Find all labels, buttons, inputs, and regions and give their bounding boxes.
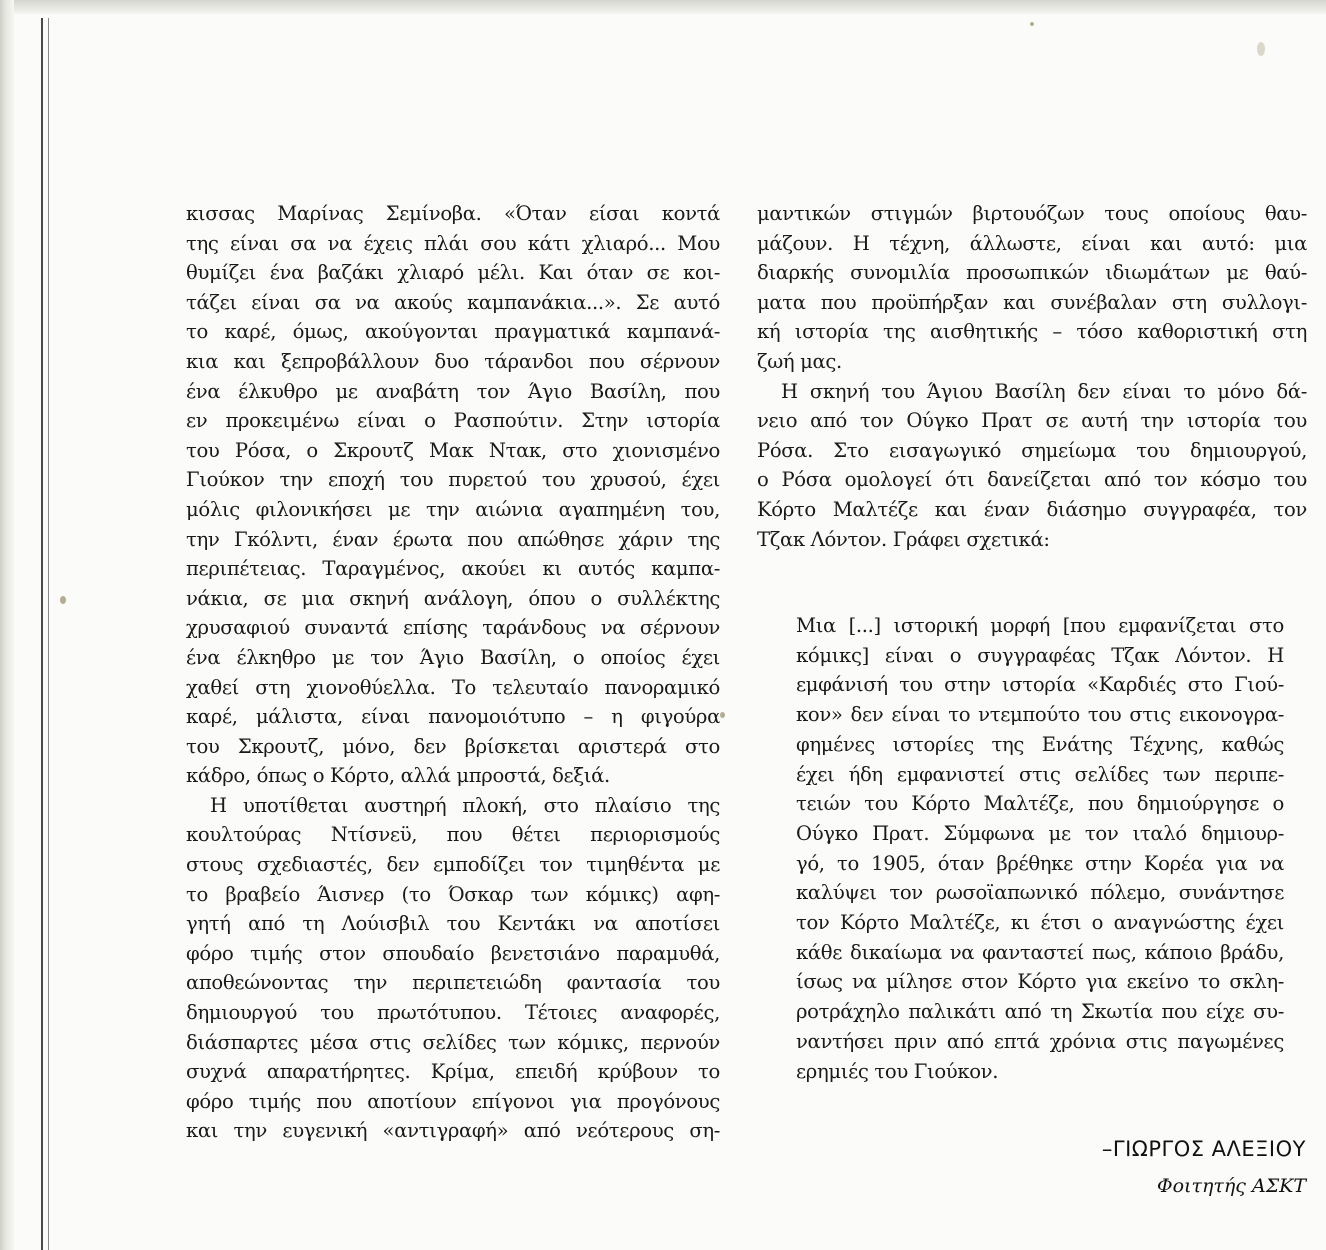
text-line: χαθεί στη χιονοθύελλα. Το τελευταίο πανοραμικό — [186, 675, 720, 699]
text-line: φόρο τιμής στον σπουδαίο βενετσιάνο παραμυθά, — [186, 941, 720, 965]
text-line: Η υποτίθεται αυστηρή πλοκή, στο πλαίσιο της — [210, 793, 720, 817]
text-line: το βραβείο Άισνερ (το Όσκαρ των κόμικς) αφη- — [186, 882, 720, 906]
text-line: της είναι σα να έχεις πλάι σου κάτι χλιαρό... Μου — [186, 231, 720, 255]
text-line: κια και ξεπροβάλλουν δυο τάρανδοι που σέρνουν — [186, 349, 720, 373]
text-line: δημιουργού του πρωτότυπου. Τέτοιες αναφορές, — [186, 1001, 720, 1025]
text-line: διαρκής συνομιλία προσωπικών ιδιωμάτων με θαύ- — [757, 261, 1307, 285]
text-line: θυμίζει ένα βαζάκι χλιαρό μέλι. Και όταν σε κοι- — [186, 261, 720, 285]
text-line: την Γκόλντι, έναν έρωτα που απώθησε χάριν της — [186, 527, 720, 551]
text-line: ματα που προϋπήρξαν και συνέβαλαν στη συλλογι- — [757, 290, 1307, 314]
text-line: χρυσαφιού συναντά επίσης ταράνδους να σέρνουν — [186, 616, 720, 640]
quote-line: τειών του Κόρτο Μαλτέζε, που δημιούργησε ο — [796, 792, 1284, 816]
scan-speck — [720, 712, 725, 718]
text-line: και την ευγενική «αντιγραφή» από νεότερους ση- — [186, 1119, 720, 1143]
text-line: κισσας Μαρίνας Σεμίνοβα. «Όταν είσαι κοντά — [186, 202, 720, 225]
text-line: Η σκηνή του Άγιου Βασίλη δεν είναι το μόνο δά- — [781, 379, 1307, 403]
spine-line-inner — [48, 18, 49, 1250]
quote-line: ίσως να μίλησε στον Κόρτο για εκείνο το σκλη- — [796, 970, 1284, 994]
quote-line: έχει ήδη εμφανιστεί στις σελίδες των περιπε- — [796, 762, 1284, 786]
scan-speck — [1030, 22, 1034, 26]
paragraph-3 — [757, 199, 1307, 377]
text-line: το καρέ, όμως, ακούγονται πραγματικά καμπανά- — [186, 320, 720, 344]
text-line: του Ρόσα, ο Σκρουτζ Μακ Ντακ, στο χιονισμένο — [186, 438, 720, 462]
quote-line: ναντήσει πριν από επτά χρόνια στις παγωμένες — [796, 1029, 1284, 1053]
quote-line: ροτράχηλο παλικάτι από τη Σκωτία που είχε συ- — [796, 1000, 1284, 1024]
text-line: μάζουν. Η τέχνη, άλλωστε, είναι και αυτό: μια — [757, 231, 1307, 255]
text-line: ζωή μας. — [757, 349, 842, 373]
text-line: γητή από τη Λούισβιλ του Κεντάκι να αποτίσει — [186, 912, 720, 936]
text-line: κή ιστορία της αισθητικής – τόσο καθοριστική στη — [757, 320, 1307, 344]
text-line: συχνά απαρατήρητες. Κρίμα, επειδή κρύβουν το — [186, 1060, 720, 1084]
quote-line: τον Κόρτο Μαλτέζε, κι έτσι ο αναγνώστης έχει — [796, 911, 1284, 935]
text-line: φόρο τιμής που αποτίουν επίγονοι για προγόνους — [186, 1089, 720, 1113]
spine-line — [41, 18, 43, 1250]
author-role: Φοιτητής ΑΣΚΤ — [1157, 1175, 1306, 1197]
scan-speck — [1257, 42, 1265, 56]
text-line: εν προκειμένω είναι ο Ρασπούτιν. Στην ιστορία — [186, 409, 720, 433]
text-line: μαντικών στιγμών βιρτουόζων τους οποίους θαυ- — [757, 202, 1307, 225]
block-quote — [796, 611, 1284, 1086]
text-line: καρέ, μάλιστα, είναι πανομοιότυπο – η φιγούρα — [186, 705, 720, 729]
quote-line: φημένες ιστορίες της Ενάτης Τέχνης, καθώς — [796, 732, 1284, 756]
text-line: Ρόσα. Στο εισαγωγικό σημείωμα του δημιουργού, — [757, 438, 1307, 462]
text-line: αποθεώνοντας την περιπετειώδη φαντασία του — [186, 971, 720, 995]
paragraph-4 — [757, 377, 1307, 555]
paragraph-2 — [186, 791, 720, 1146]
text-line: στους σχεδιαστές, δεν εμποδίζει τον τιμηθέντα με — [186, 853, 720, 877]
article-left-column — [186, 199, 720, 1146]
text-line: Γιούκον την εποχή του πυρετού του χρυσού, έχει — [186, 468, 720, 492]
text-line: Κόρτο Μαλτέζε και έναν διάσημο συγγραφέα, τον — [757, 497, 1307, 521]
author-name: –ΓΙΩΡΓΟΣ ΑΛΕΞΙΟΥ — [1101, 1137, 1306, 1161]
quote-line: ερημιές του Γιούκον. — [796, 1059, 999, 1083]
paragraph-1 — [186, 199, 720, 791]
text-line: Τζακ Λόντον. Γράφει σχετικά: — [757, 527, 1050, 551]
quote-line: εμφάνισή του στην ιστορία «Καρδιές στο Γιού- — [796, 673, 1284, 697]
text-line: νειο από τον Ούγκο Πρατ σε αυτή την ιστορία του — [757, 409, 1307, 433]
text-line: περιπέτειας. Ταραγμένος, ακούει κι αυτός καμπα- — [186, 557, 720, 581]
text-line: ο Ρόσα ομολογεί ότι δανείζεται από τον κόσμο του — [757, 468, 1307, 492]
text-line: ένα έλκυθρο με αναβάτη τον Άγιο Βασίλη, που — [186, 379, 720, 403]
quote-line: γό, το 1905, όταν βρέθηκε στην Κορέα για να — [796, 851, 1284, 875]
text-line: τάζει είναι σα να ακούς καμπανάκια...». Σε αυτό — [186, 290, 720, 314]
page-left-edge — [0, 0, 14, 1250]
scan-speck — [60, 596, 66, 604]
text-line: νάκια, σε μια σκηνή ανάλογη, όπου ο συλλέκτης — [186, 586, 720, 610]
text-line: ένα έλκηθρο με τον Άγιο Βασίλη, ο οποίος έχει — [186, 645, 720, 669]
text-line: διάσπαρτες μέσα στις σελίδες των κόμικς, περνούν — [186, 1030, 720, 1054]
quote-line: κόμικς] είναι ο συγγραφέας Τζακ Λόντον. Η — [796, 643, 1284, 667]
quote-line: Ούγκο Πρατ. Σύμφωνα με τον ιταλό δημιουρ- — [796, 821, 1284, 845]
text-line: κουλτούρας Ντίσνεϋ, που θέτει περιορισμούς — [186, 823, 720, 847]
text-line: μόλις φιλονικήσει με την αιώνια αγαπημένη του, — [186, 497, 720, 521]
page-top-edge — [0, 0, 1326, 14]
text-line: κάδρο, όπως ο Κόρτο, αλλά μπροστά, δεξιά. — [186, 764, 610, 788]
quote-line: Μια [...] ιστορική μορφή [που εμφανίζεται στο — [796, 614, 1284, 637]
text-line: του Σκρουτζ, μόνο, δεν βρίσκεται αριστερά στο — [186, 734, 720, 758]
quote-line: κάθε δικαίωμα να φανταστεί πως, κάποιο βράδυ, — [796, 940, 1284, 964]
quote-line: καλύψει τον ρωσοϊαπωνικό πόλεμο, συνάντησε — [796, 881, 1284, 905]
article-right-column — [757, 199, 1307, 554]
quote-line: κον» δεν είναι το ντεμπούτο του στις εικονογρα- — [796, 703, 1284, 727]
